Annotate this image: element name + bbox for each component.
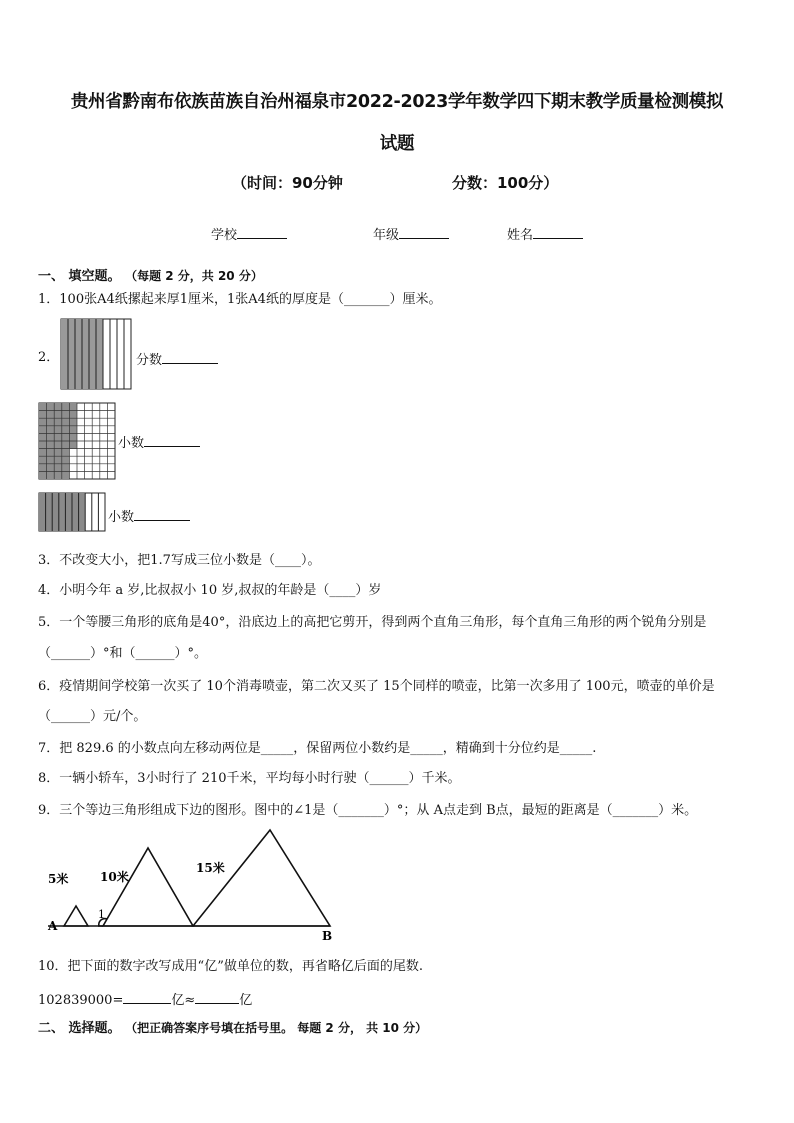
section-2-title: 二、 选择题。 bbox=[38, 1021, 121, 1036]
decimal-blank-1[interactable] bbox=[144, 433, 200, 447]
question-9: 9．三个等边三角形组成下边的图形。图中的∠1是（_______）°；从 A点走到 B点，最短的距离是（_______）米。 bbox=[38, 803, 698, 818]
label-10m: 10米 bbox=[100, 870, 129, 884]
triangles-figure bbox=[38, 826, 348, 944]
school-label: 学校 bbox=[211, 228, 238, 243]
fraction-strip-figure bbox=[60, 318, 132, 390]
exam-score: 分数：100分） bbox=[452, 174, 559, 192]
label-a: A bbox=[48, 919, 58, 933]
label-b: B bbox=[322, 929, 333, 943]
question-2-number: 2． bbox=[38, 350, 60, 365]
section-1-heading bbox=[38, 265, 263, 284]
grade-label: 年级 bbox=[373, 228, 400, 243]
decimal-answer-1 bbox=[118, 432, 200, 451]
question-10-line-2 bbox=[38, 990, 252, 1009]
q10-unit-1: 亿≈ bbox=[171, 993, 196, 1008]
section-1-title: 一、 填空题。 bbox=[38, 269, 121, 284]
q10-blank-2[interactable] bbox=[195, 990, 239, 1004]
question-1: 1．100张A4纸摞起来厚1厘米，1张A4纸的厚度是（_______）厘米。 bbox=[38, 292, 442, 307]
q10-unit-2: 亿 bbox=[239, 993, 253, 1008]
question-8: 8．一辆小轿车，3小时行了 210千米，平均每小时行驶（______）千米。 bbox=[38, 771, 461, 786]
question-6-line-1: 6．疫情期间学校第一次买了 10个消毒喷壶，第二次又买了 15个同样的喷壶，比第一次多用了 100元，喷壶的单价是 bbox=[38, 679, 715, 694]
question-4: 4．小明今年 a 岁,比叔叔小 10 岁,叔叔的年龄是（____）岁 bbox=[38, 583, 382, 598]
fraction-answer bbox=[136, 349, 218, 368]
triangle-large bbox=[193, 830, 330, 926]
decimal-label-2: 小数 bbox=[108, 510, 135, 525]
school-blank[interactable] bbox=[237, 225, 287, 239]
q10-blank-1[interactable] bbox=[123, 990, 171, 1004]
question-6-line-2: （______）元/个。 bbox=[38, 709, 147, 724]
page-title-line-1: 贵州省黔南布依族苗族自治州福泉市2022-2023学年数学四下期末教学质量检测模拟 bbox=[70, 92, 724, 112]
decimal-blank-2[interactable] bbox=[134, 507, 190, 521]
grade-blank[interactable] bbox=[399, 225, 449, 239]
page-title-line-2: 试题 bbox=[379, 134, 415, 154]
section-1-note: （每题 2 分，共 20 分） bbox=[125, 269, 263, 283]
school-field bbox=[211, 224, 287, 243]
section-2-heading bbox=[38, 1017, 427, 1036]
grade-field bbox=[373, 224, 449, 243]
decimal-answer-2 bbox=[108, 506, 190, 525]
question-3: 3．不改变大小，把1.7写成三位小数是（____）。 bbox=[38, 553, 321, 568]
label-5m: 5米 bbox=[48, 872, 69, 886]
triangle-small bbox=[64, 906, 88, 926]
fraction-blank[interactable] bbox=[162, 350, 218, 364]
label-15m: 15米 bbox=[196, 861, 225, 875]
fraction-label: 分数 bbox=[136, 353, 163, 368]
q10-number: 102839000= bbox=[38, 993, 124, 1008]
exam-time: （时间：90分钟 bbox=[232, 174, 343, 192]
triangle-medium bbox=[103, 848, 193, 926]
name-label: 姓名 bbox=[507, 228, 534, 243]
name-field bbox=[507, 224, 583, 243]
question-7: 7．把 829.6 的小数点向左移动两位是_____，保留两位小数约是_____，精确到十分位约是_____. bbox=[38, 741, 597, 756]
hundred-grid-figure bbox=[38, 402, 116, 480]
label-angle-1: 1 bbox=[98, 908, 105, 921]
name-blank[interactable] bbox=[533, 225, 583, 239]
question-5-line-1: 5．一个等腰三角形的底角是40°，沿底边上的高把它剪开，得到两个直角三角形，每个直角三角形的两个锐角分别是 bbox=[38, 615, 707, 630]
decimal-label-1: 小数 bbox=[118, 436, 145, 451]
question-10-line-1: 10．把下面的数字改写成用“亿”做单位的数，再省略亿后面的尾数. bbox=[38, 959, 423, 974]
tenth-strip-figure bbox=[38, 492, 106, 532]
question-5-line-2: （______）°和（______）°。 bbox=[38, 646, 208, 661]
section-2-note: （把正确答案序号填在括号里。 每题 2 分， 共 10 分） bbox=[125, 1021, 428, 1035]
